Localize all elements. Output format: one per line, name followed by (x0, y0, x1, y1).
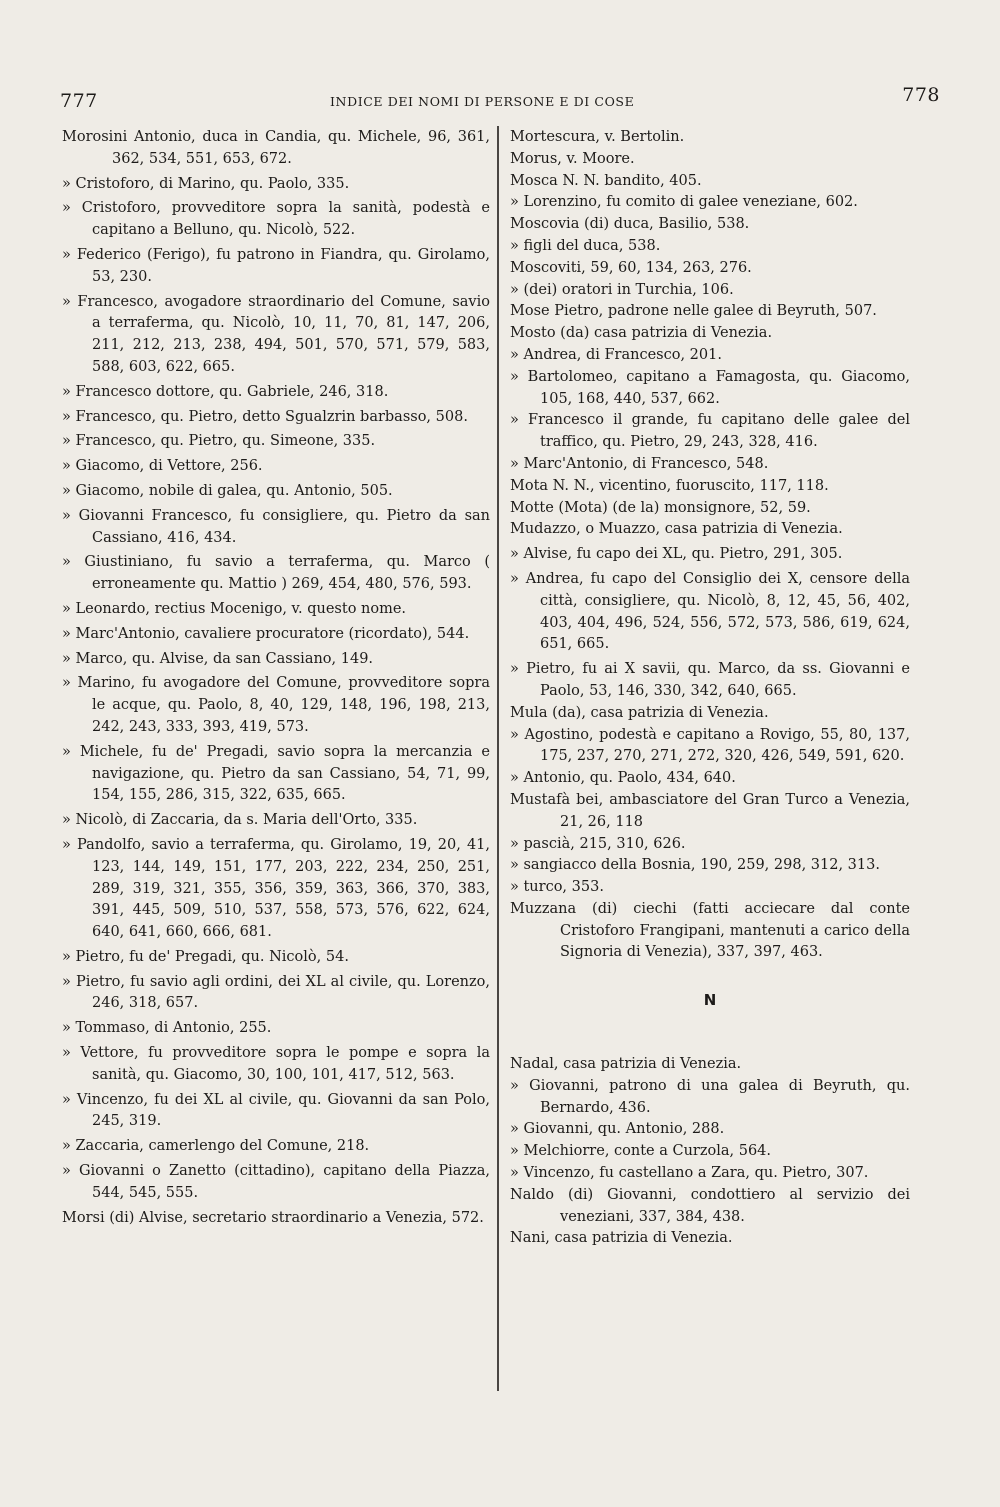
index-entry: Naldo (di) Giovanni, condottiero al servizio dei veneziani, 337, 384, 438. (510, 1186, 910, 1225)
index-entry: » Cristoforo, provveditore sopra la sanità, podestà e capitano a Belluno, qu. Nicolò, 522. (62, 200, 490, 239)
index-entry: » Marc'Antonio, cavaliere procuratore (ricordato), 544. (62, 625, 470, 642)
index-entry: » Zaccaria, camerlengo del Comune, 218. (62, 1138, 370, 1155)
index-entry: Mota N. N., vicentino, fuoruscito, 117, 118. (510, 477, 829, 494)
index-entry: » Giovanni o Zanetto (cittadino), capitano della Piazza, 544, 545, 555. (62, 1163, 490, 1201)
index-entry: » Agostino, podestà e capitano a Rovigo, 55, 80, 137, 175, 237, 270, 271, 272, 320, 426, 549, 591, 620. (510, 726, 910, 765)
index-entry: » Michele, fu de' Pregadi, savio sopra la mercanzia e navigazione, qu. Pietro da san Cassiano, 54, 71, 99, 154, 155, 286, 315, 322, 635, 665. (62, 743, 490, 804)
index-entry: » Giacomo, di Vettore, 256. (62, 458, 263, 475)
index-entry: » Antonio, qu. Paolo, 434, 640. (510, 770, 736, 787)
index-entry: » Andrea, di Francesco, 201. (510, 346, 722, 363)
index-entry: » Marino, fu avogadore del Comune, provveditore sopra le acque, qu. Paolo, 8, 40, 129, 148, 196, 198, 213, 242, 243, 333, 393, 419, 573. (62, 675, 490, 735)
index-entry: » turco, 353. (510, 879, 604, 896)
index-entry: » Melchiorre, conte a Curzola, 564. (510, 1143, 772, 1160)
index-entry: » Lorenzino, fu comito di galee veneziane, 602. (510, 194, 858, 211)
index-entry: » Tommaso, di Antonio, 255. (62, 1020, 272, 1037)
page-number-right: 778 (902, 84, 940, 106)
index-entry: Mose Pietro, padrone nelle galee di Beyruth, 507. (510, 303, 877, 320)
index-entry: » Francesco, qu. Pietro, detto Sgualzrin barbasso, 508. (62, 408, 468, 425)
index-entry: » figli del duca, 538. (510, 237, 661, 254)
index-entry: » Vettore, fu provveditore sopra le pompe e sopra la sanità, qu. Giacomo, 30, 100, 101, 417, 512, 563. (62, 1045, 490, 1083)
index-entry: Moscoviti, 59, 60, 134, 263, 276. (510, 259, 752, 276)
index-entry: Motte (Mota) (de la) monsignore, 52, 59. (510, 499, 811, 516)
index-entry: » (dei) oratori in Turchia, 106. (510, 281, 734, 298)
index-entry: Mosto (da) casa patrizia di Venezia. (510, 325, 773, 342)
index-entry: » Pandolfo, savio a terraferma, qu. Girolamo, 19, 20, 41, 123, 144, 149, 151, 177, 203, 222, 234, 250, 251, 289, 319, 321, 355, 356, 359, 363, 366, 370, 383, 391, 445, 509, 510, 537, 558, 573, 576, 622, 624, 640, 641, 660, 666, 681. (62, 836, 490, 941)
index-entry: » Giustiniano, fu savio a terraferma, qu. Marco ( erroneamente qu. Mattio ) 269, 454, 480, 576, 593. (62, 554, 490, 593)
index-entry: » Marco, qu. Alvise, da san Cassiano, 149. (62, 650, 374, 667)
index-entry: » Federico (Ferigo), fu patrono in Fiandra, qu. Girolamo, 53, 230. (62, 246, 490, 285)
index-entry: » Francesco il grande, fu capitano delle galee del traffico, qu. Pietro, 29, 243, 328, 416. (510, 412, 910, 451)
index-entry: » Marc'Antonio, di Francesco, 548. (510, 455, 769, 472)
index-entry: » Francesco, qu. Pietro, qu. Simeone, 335. (62, 433, 376, 450)
right-column (510, 127, 910, 1250)
index-entry: Muzzana (di) ciechi (fatti acciecare dal conte Cristoforo Frangipani, mantenuti a carico della Signoria di Venezia), 337, 397, 463. (510, 900, 910, 961)
index-entry: » Francesco, avogadore straordinario del Comune, savio a terraferma, qu. Nicolò, 10, 11, 70, 81, 147, 206, 211, 212, 213, 238, 494, 501, 570, 571, 579, 583, 588, 603, 622, 665. (62, 293, 490, 375)
column-divider (497, 126, 499, 1391)
index-entry: » Andrea, fu capo del Consiglio dei X, censore della città, consigliere, qu. Nicolò, 8, 12, 45, 56, 402, 403, 404, 496, 524, 556, 572, 573, 586, 619, 624, 651, 665. (510, 570, 910, 653)
index-entry: » Cristoforo, di Marino, qu. Paolo, 335. (62, 175, 350, 192)
running-title: INDICE DEI NOMI DI PERSONE E DI COSE (330, 94, 635, 109)
index-entry: Mustafà bei, ambasciatore del Gran Turco a Venezia, 21, 26, 118 (510, 791, 910, 830)
index-entry: » pascià, 215, 310, 626. (510, 835, 686, 852)
index-entry: Mula (da), casa patrizia di Venezia. (510, 704, 769, 721)
index-entry: Mosca N. N. bandito, 405. (510, 172, 702, 189)
index-entry: Mudazzo, o Muazzo, casa patrizia di Venezia. (510, 521, 843, 538)
section-letter: N (703, 991, 717, 1010)
left-column (62, 127, 490, 1229)
index-entry: » Francesco dottore, qu. Gabriele, 246, 318. (62, 383, 389, 400)
index-entry: » sangiacco della Bosnia, 190, 259, 298, 312, 313. (510, 857, 880, 874)
index-entry: Mortescura, v. Bertolin. (510, 129, 685, 145)
index-entry: » Giacomo, nobile di galea, qu. Antonio, 505. (62, 482, 393, 499)
page-number-left: 777 (60, 90, 98, 112)
index-entry: » Alvise, fu capo dei XL, qu. Pietro, 291, 305. (510, 546, 843, 563)
index-entry: » Pietro, fu savio agli ordini, dei XL al civile, qu. Lorenzo, 246, 318, 657. (62, 973, 490, 1012)
index-entry: » Pietro, fu de' Pregadi, qu. Nicolò, 54. (62, 948, 349, 965)
index-entry: » Nicolò, di Zaccaria, da s. Maria dell'Orto, 335. (62, 812, 418, 829)
index-entry: Nadal, casa patrizia di Venezia. (510, 1056, 742, 1073)
index-entry: Nani, casa patrizia di Venezia. (510, 1230, 733, 1247)
index-entry: Morosini Antonio, duca in Candia, qu. Michele, 96, 361, 362, 534, 551, 653, 672. (62, 129, 490, 167)
index-entry: » Leonardo, rectius Mocenigo, v. questo nome. (62, 600, 407, 617)
index-entry: » Pietro, fu ai X savii, qu. Marco, da ss. Giovanni e Paolo, 53, 146, 330, 342, 640, 665. (510, 661, 910, 699)
page-header (60, 84, 940, 122)
index-entry: » Bartolomeo, capitano a Famagosta, qu. Giacomo, 105, 168, 440, 537, 662. (510, 368, 910, 407)
index-entry: Morus, v. Moore. (510, 150, 635, 167)
index-entry: » Giovanni Francesco, fu consigliere, qu. Pietro da san Cassiano, 416, 434. (62, 507, 490, 546)
index-entry: » Vincenzo, fu castellano a Zara, qu. Pietro, 307. (510, 1165, 869, 1182)
index-entry: » Giovanni, patrono di una galea di Beyruth, qu. Bernardo, 436. (510, 1077, 910, 1116)
index-entry: Morsi (di) Alvise, secretario straordinario a Venezia, 572. (62, 1209, 484, 1226)
index-entry: Moscovia (di) duca, Basilio, 538. (510, 216, 750, 233)
index-entry: » Giovanni, qu. Antonio, 288. (510, 1121, 725, 1138)
index-entry: » Vincenzo, fu dei XL al civile, qu. Giovanni da san Polo, 245, 319. (62, 1091, 490, 1130)
